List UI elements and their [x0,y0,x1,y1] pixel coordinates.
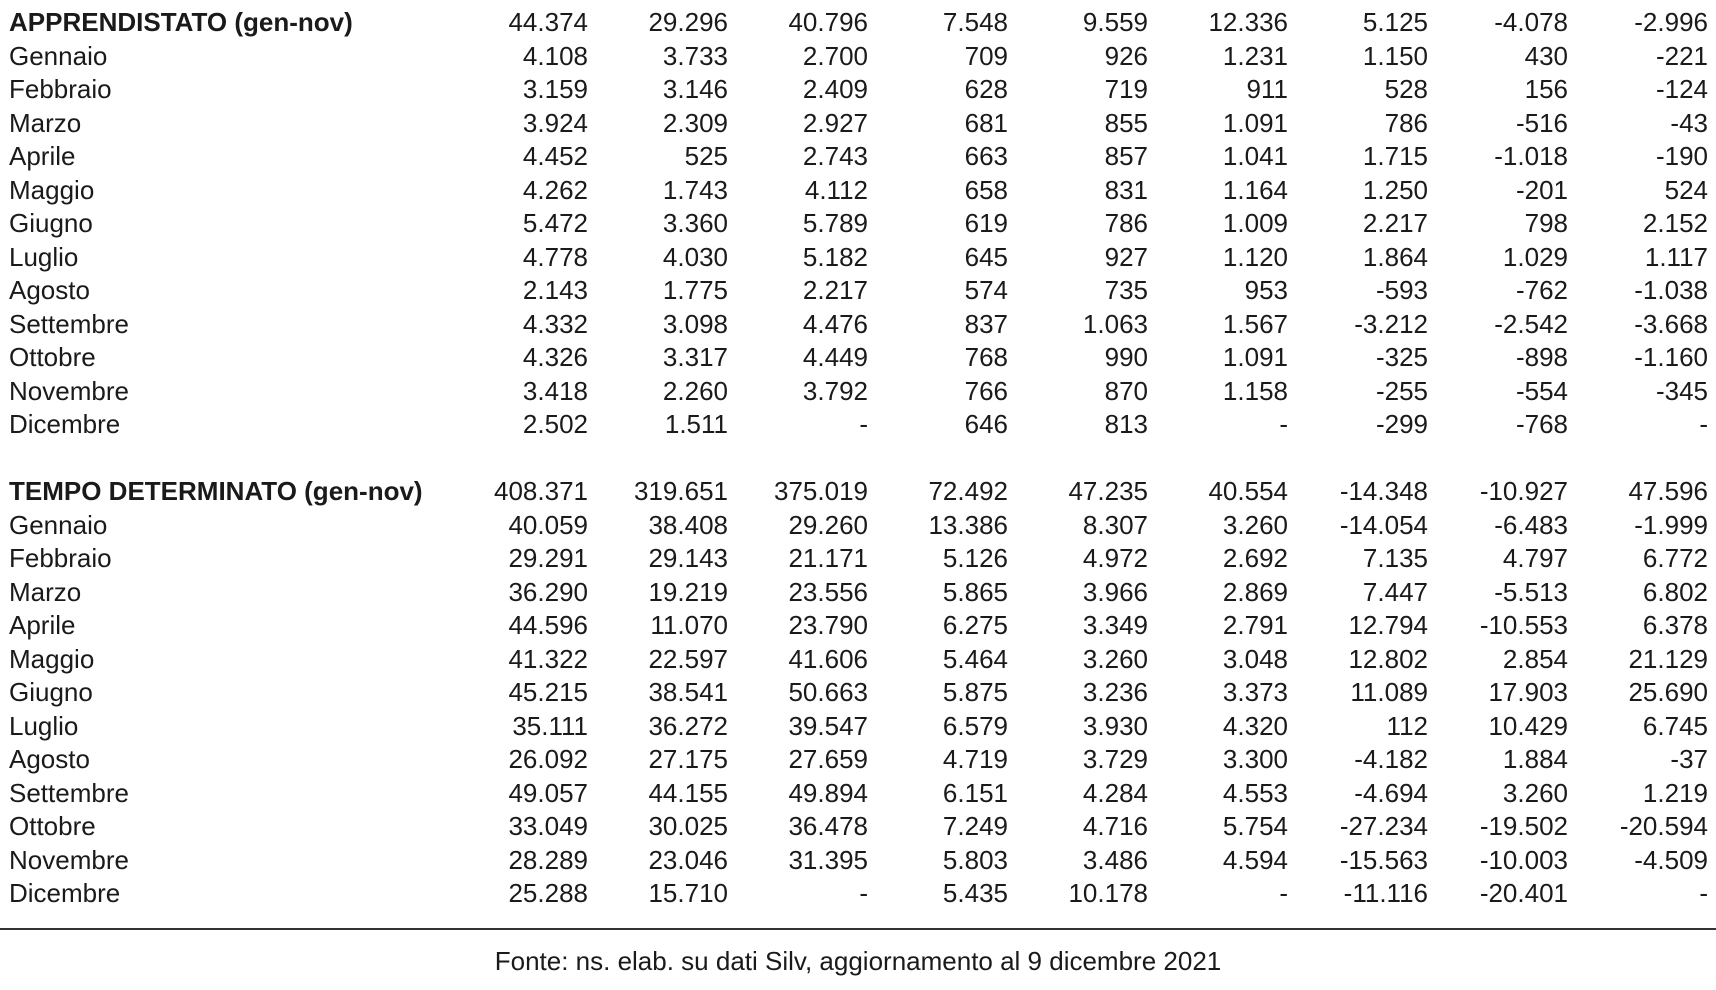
table-cell: 2.309 [662,107,728,138]
table-cell: -43 [1670,107,1708,138]
table-cell: 4.972 [1082,543,1148,573]
table-cell: 3.966 [1082,576,1148,607]
table-cell: 1.158 [1222,375,1288,406]
table-cell: 4.452 [522,141,588,171]
table-cell: 5.789 [802,208,868,238]
table-cell: 29.260 [788,509,868,540]
section-total-cell: 375.019 [774,476,868,506]
month-label: Dicembre [9,409,121,439]
table-cell: 12.802 [1348,643,1428,674]
table-cell: 3.360 [662,208,728,238]
table-cell: 4.719 [942,744,1008,774]
table-cell: 7.447 [1362,576,1428,607]
table-cell: 953 [1244,275,1288,305]
table-cell: 911 [1246,74,1288,104]
month-label: Maggio [9,643,95,674]
table-cell: 23.790 [788,610,868,640]
month-label: Agosto [9,275,90,305]
table-cell: 3.048 [1222,643,1288,674]
table-cell: 44.596 [508,610,588,640]
table-cell: 5.875 [942,677,1008,707]
table-cell: 4.332 [522,308,588,339]
table-row [0,241,1716,275]
table-cell: -37 [1670,744,1708,774]
table-cell: 19.219 [648,576,728,607]
table-cell: 2.854 [1502,643,1568,674]
table-cell: 3.486 [1082,844,1148,875]
table-cell: 39.547 [788,710,868,741]
table-cell: -1.018 [1494,141,1568,171]
table-cell: -10.553 [1479,610,1568,640]
source-note: Fonte: ns. elab. su dati Silv, aggiornamento al 9 dicembre 2021 [494,946,1222,976]
table-cell: 29.291 [508,543,588,573]
table-row [0,743,1716,777]
table-cell: 5.472 [522,208,588,238]
table-cell: 36.478 [788,811,868,841]
table-cell: -345 [1655,375,1708,406]
month-label: Gennaio [9,509,108,540]
table-cell: 628 [964,74,1008,104]
table-cell: 1.250 [1362,174,1428,205]
section-total-cell: 47.235 [1068,476,1148,506]
table-cell: -762 [1515,275,1568,305]
table-cell: 26.092 [508,744,588,774]
table-cell: 646 [964,409,1008,439]
table-cell: -19.502 [1479,811,1568,841]
section-total-cell: 319.651 [634,476,728,506]
table-cell: 1.864 [1362,241,1428,272]
month-label: Ottobre [9,811,96,841]
table-cell: 1.231 [1222,40,1288,71]
table-cell: 6.151 [942,777,1008,808]
table-cell: 5.865 [942,576,1008,607]
table-row [0,710,1716,744]
table-cell: 3.300 [1222,744,1288,774]
table-cell: -325 [1375,342,1428,372]
table-cell: 4.320 [1222,710,1288,741]
table-cell: 3.930 [1082,710,1148,741]
table-cell: 4.476 [802,308,868,339]
table-cell: 3.317 [662,342,728,372]
month-label: Gennaio [9,40,108,71]
table-cell: 619 [964,208,1008,238]
table-cell: 2.152 [1642,208,1708,238]
table-cell: 27.175 [648,744,728,774]
table-cell: 574 [964,275,1008,305]
table-cell: 719 [1104,74,1148,104]
table-cell: 786 [1384,107,1428,138]
table-cell: -15.563 [1339,844,1428,875]
table-cell: 25.288 [508,878,588,908]
table-cell: 5.754 [1222,811,1288,841]
table-cell: 41.606 [788,643,868,674]
table-cell: 27.659 [788,744,868,774]
section-total-cell: 40.796 [788,7,868,37]
table-row [0,308,1716,342]
table-cell: 6.579 [942,710,1008,741]
month-label: Febbraio [9,543,112,573]
table-cell: -554 [1515,375,1568,406]
table-cell: 31.395 [788,844,868,875]
table-cell: 2.217 [1362,208,1428,238]
table-cell: 4.449 [802,342,868,372]
table-cell: 3.373 [1222,677,1288,707]
table-cell: -593 [1375,275,1428,305]
table-cell: 29.143 [648,543,728,573]
section-title: TEMPO DETERMINATO (gen-nov) [9,476,423,506]
table-cell: 4.108 [522,40,588,71]
section-total-cell: 40.554 [1208,476,1288,506]
table-cell: 1.164 [1222,174,1288,205]
table-cell: 1.117 [1644,241,1708,272]
table-cell: 5.435 [942,878,1008,908]
table-cell: 10.429 [1488,710,1568,741]
table-cell: 1.743 [662,174,728,205]
table-cell: 23.556 [788,576,868,607]
section-total-cell: 72.492 [928,476,1008,506]
table-cell: 2.927 [802,107,868,138]
table-row [0,408,1716,442]
table-cell: -2.542 [1494,308,1568,339]
table-cell: 1.041 [1222,141,1288,171]
table-cell: 21.129 [1628,643,1708,674]
table-cell: 17.903 [1488,677,1568,707]
section-total-cell: 12.336 [1208,7,1288,37]
table-cell: 49.894 [788,777,868,808]
section-total-cell: 44.374 [508,7,588,37]
table-cell: 3.792 [802,375,868,406]
table-cell: 4.030 [662,241,728,272]
table-cell: 4.797 [1502,543,1568,573]
table-row [0,73,1716,107]
table-cell: 2.791 [1222,610,1288,640]
table-cell: 3.260 [1222,509,1288,540]
table-cell: 681 [964,107,1008,138]
table-cell: 4.716 [1082,811,1148,841]
table-cell: - [1699,409,1708,439]
table-row [0,542,1716,576]
month-label: Marzo [9,107,82,138]
section-title: APPRENDISTATO (gen-nov) [9,7,353,37]
table-row [0,375,1716,409]
table-row [0,844,1716,878]
table-cell: -898 [1515,342,1568,372]
data-table [0,6,1716,911]
table-cell: 112 [1386,710,1428,741]
table-cell: 5.464 [942,643,1008,674]
table-cell: 38.408 [648,509,728,540]
table-cell: 926 [1104,40,1148,71]
table-cell: 11.070 [650,610,728,640]
table-row [0,877,1716,911]
table-cell: 50.663 [788,677,868,707]
table-cell: 1.715 [1362,141,1428,171]
table-cell: 3.098 [662,308,728,339]
table-cell: 6.275 [942,610,1008,640]
table-cell: 23.046 [648,844,728,875]
table-cell: 658 [964,174,1008,205]
table-cell: 4.326 [522,342,588,372]
table-cell: 44.155 [648,777,728,808]
table-cell: 41.322 [508,643,588,674]
table-cell: 927 [1104,241,1148,272]
table-cell: -1.160 [1634,342,1708,372]
table-cell: 5.126 [942,543,1008,573]
table-cell: -190 [1655,141,1708,171]
table-cell: 36.290 [508,576,588,607]
section-header-row [0,475,1716,509]
table-cell: -14.054 [1339,509,1428,540]
section-total-cell: 5.125 [1362,7,1428,37]
table-cell: 13.386 [928,509,1008,540]
table-cell: 2.692 [1222,543,1288,573]
month-label: Novembre [9,844,129,875]
table-cell: 5.182 [802,241,868,272]
table-cell: -4.509 [1634,844,1708,875]
table-cell: -3.668 [1634,308,1708,339]
table-cell: 2.409 [802,74,868,104]
table-cell: 4.112 [804,174,868,205]
table-cell: 1.775 [662,275,728,305]
table-cell: 40.059 [508,509,588,540]
table-cell: 8.307 [1082,509,1148,540]
table-cell: 35.111 [512,710,588,741]
table-cell: -6.483 [1494,509,1568,540]
table-cell: 1.150 [1362,40,1428,71]
table-cell: 6.802 [1642,576,1708,607]
table-row [0,140,1716,174]
table-cell: -221 [1655,40,1708,71]
section-total-cell: -10.927 [1479,476,1568,506]
table-cell: 528 [1384,74,1428,104]
table-cell: 1.091 [1222,107,1288,138]
table-cell: -10.003 [1479,844,1568,875]
table-cell: 768 [964,342,1008,372]
month-label: Marzo [9,576,82,607]
table-cell: 3.418 [522,375,588,406]
table-cell: 2.700 [802,40,868,71]
month-label: Luglio [9,710,79,741]
table-cell: 1.029 [1502,241,1568,272]
table-cell: 524 [1664,174,1708,205]
month-label: Ottobre [9,342,96,372]
month-label: Settembre [9,777,129,808]
section-total-cell: 9.559 [1082,7,1148,37]
table-row [0,576,1716,610]
table-cell: 10.178 [1068,878,1148,908]
month-label: Giugno [9,677,93,707]
table-cell: 2.743 [802,141,868,171]
table-cell: 3.924 [522,107,588,138]
table-cell: 12.794 [1348,610,1428,640]
table-cell: 1.884 [1502,744,1568,774]
section-total-cell: -4.078 [1494,7,1568,37]
table-row [0,341,1716,375]
table-cell: 11.089 [1350,677,1428,707]
table-cell: 857 [1104,141,1148,171]
table-cell: 3.260 [1502,777,1568,808]
month-label: Settembre [9,308,129,339]
table-cell: 663 [964,141,1008,171]
table-cell: 38.541 [648,677,728,707]
table-cell: -1.038 [1634,275,1708,305]
table-cell: 2.502 [522,409,588,439]
table-row [0,107,1716,141]
month-label: Dicembre [9,878,121,908]
table-cell: -4.182 [1354,744,1428,774]
table-cell: -1.999 [1634,509,1708,540]
table-cell: 1.567 [1222,308,1288,339]
table-cell: 1.120 [1222,241,1288,272]
table-cell: -27.234 [1339,811,1428,841]
table-row [0,40,1716,74]
table-cell: -20.401 [1479,878,1568,908]
table-cell: 786 [1104,208,1148,238]
table-cell: 990 [1104,342,1148,372]
table-cell: 4.778 [522,241,588,272]
table-cell: 525 [684,141,728,171]
table-cell: 1.009 [1222,208,1288,238]
table-cell: 22.597 [648,643,728,674]
table-row [0,676,1716,710]
table-cell: 831 [1104,174,1148,205]
table-cell: 45.215 [508,677,588,707]
table-cell: -3.212 [1354,308,1428,339]
table-cell: 1.219 [1642,777,1708,808]
table-cell: 798 [1524,208,1568,238]
table-cell: 4.594 [1222,844,1288,875]
table-cell: 1.091 [1222,342,1288,372]
table-cell: -4.694 [1354,777,1428,808]
section-header-row [0,6,1716,40]
table-row [0,609,1716,643]
table-cell: 21.171 [788,543,868,573]
table-cell: 5.803 [942,844,1008,875]
table-cell: -299 [1375,409,1428,439]
table-cell: - [1699,878,1708,908]
section-total-cell: -14.348 [1339,476,1428,506]
table-cell: 2.217 [802,275,868,305]
table-row [0,810,1716,844]
table-row [0,777,1716,811]
table-row [0,207,1716,241]
table-cell: 7.249 [942,811,1008,841]
month-label: Luglio [9,241,79,272]
table-cell: 837 [964,308,1008,339]
table-cell: 2.869 [1222,576,1288,607]
table-cell: 1.063 [1082,308,1148,339]
table-cell: 870 [1104,375,1148,406]
month-label: Agosto [9,744,90,774]
table-cell: 33.049 [508,811,588,841]
table-cell: 2.260 [662,375,728,406]
table-cell: -124 [1655,74,1708,104]
table-cell: 49.057 [508,777,588,808]
table-cell: 430 [1524,40,1568,71]
section-total-cell: 408.371 [494,476,588,506]
table-cell: 1.511 [664,409,728,439]
table-cell: -255 [1375,375,1428,406]
table-cell: 4.262 [522,174,588,205]
table-cell: 7.135 [1362,543,1428,573]
table-cell: 735 [1104,275,1148,305]
table-row [0,174,1716,208]
section-total-cell: 47.596 [1628,476,1708,506]
table-cell: 156 [1524,74,1568,104]
month-label: Novembre [9,375,129,406]
table-cell: 3.729 [1082,744,1148,774]
table-cell: 30.025 [648,811,728,841]
table-cell: 15.710 [648,878,728,908]
month-label: Aprile [9,141,76,171]
table-cell: - [1279,409,1288,439]
section-total-cell: 29.296 [648,7,728,37]
table-cell: 3.146 [662,74,728,104]
table-cell: 28.289 [508,844,588,875]
table-cell: 766 [964,375,1008,406]
table-cell: 25.690 [1628,677,1708,707]
table-cell: - [1279,878,1288,908]
month-label: Febbraio [9,74,112,104]
table-cell: 855 [1104,107,1148,138]
table-cell: -11.116 [1343,878,1428,908]
table-cell: 6.378 [1642,610,1708,640]
table-cell: 3.159 [522,74,588,104]
month-label: Giugno [9,208,93,238]
table-cell: 6.772 [1642,543,1708,573]
section-total-cell: -2.996 [1634,7,1708,37]
table-row [0,274,1716,308]
table-row [0,509,1716,543]
section-total-cell: 7.548 [942,7,1008,37]
table-cell: 36.272 [648,710,728,741]
table-cell: 813 [1104,409,1148,439]
table-cell: 3.733 [662,40,728,71]
table-cell: -20.594 [1619,811,1708,841]
table-cell: -201 [1515,174,1568,205]
table-cell: -768 [1515,409,1568,439]
table-cell: 3.260 [1082,643,1148,674]
month-label: Aprile [9,610,76,640]
table-row [0,643,1716,677]
table-cell: 3.349 [1082,610,1148,640]
table-cell: 709 [964,40,1008,71]
table-cell: 645 [964,241,1008,272]
month-label: Maggio [9,174,95,205]
table-cell: - [859,409,868,439]
table-cell: - [859,878,868,908]
table-cell: 6.745 [1642,710,1708,741]
table-cell: -516 [1515,107,1568,138]
table-cell: -5.513 [1494,576,1568,607]
footer-divider [0,928,1716,930]
table-cell: 4.553 [1222,777,1288,808]
table-cell: 3.236 [1082,677,1148,707]
table-cell: 2.143 [522,275,588,305]
section-spacer [0,442,1716,476]
table-cell: 4.284 [1082,777,1148,808]
